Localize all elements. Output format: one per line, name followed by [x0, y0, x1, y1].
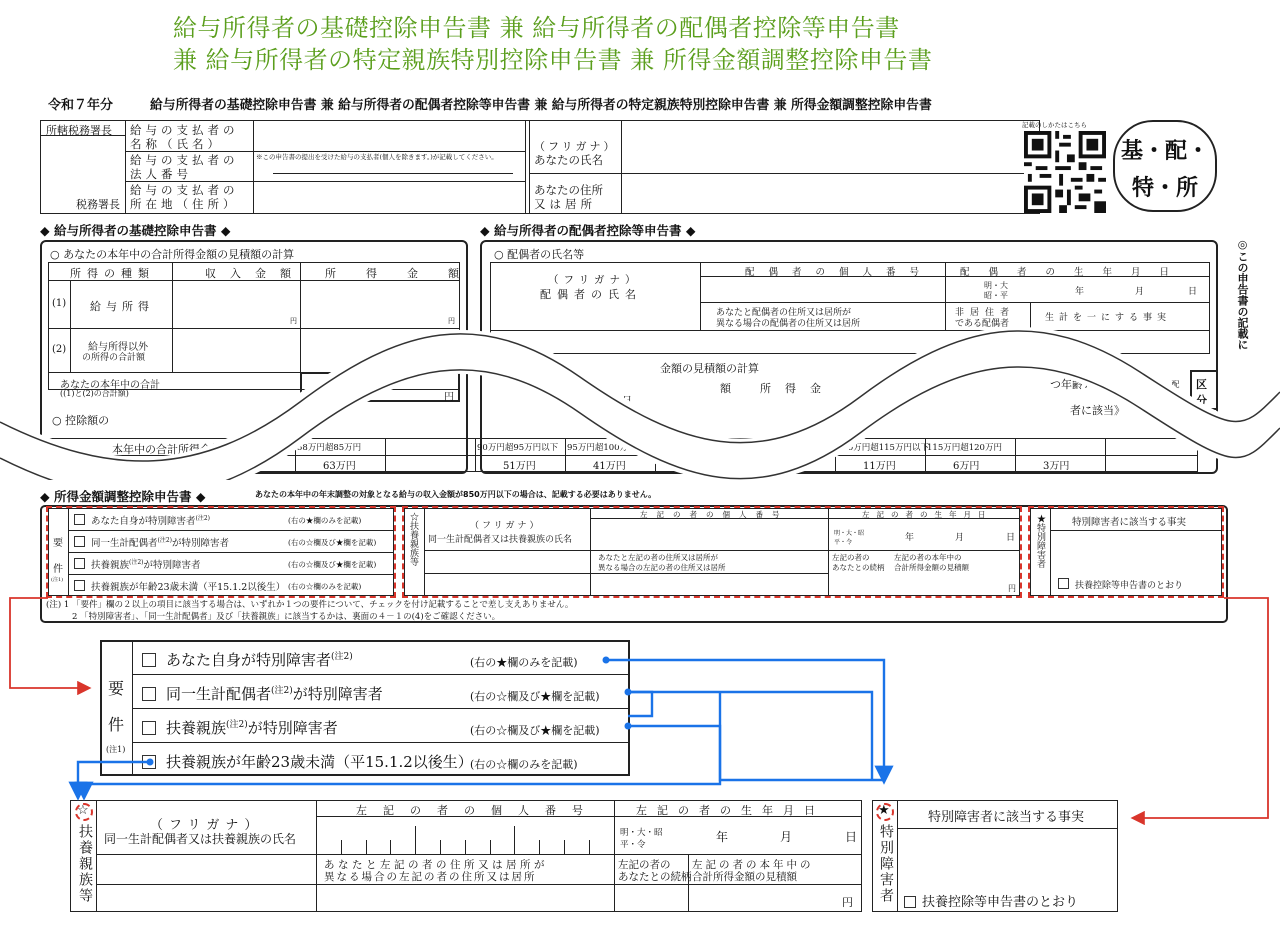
your-furigana-label: （フリガナ）	[534, 140, 618, 153]
your-addr-label-1: あなたの住所	[534, 183, 603, 197]
dep-small-day: 日	[1006, 533, 1016, 543]
spouse-era-2: 昭・平	[984, 291, 1008, 300]
spouse-calc-title: 金額の見積額の計算	[660, 362, 759, 375]
spouse-nonresident-2: である配偶者	[955, 319, 1010, 329]
basic-yen-2: 円	[448, 317, 455, 325]
strip-value-2: 51万円	[503, 461, 536, 472]
spouse-qualify: 者に該当》	[1070, 404, 1125, 417]
dep-zoom-mynumber: 左記の者の個人番号	[356, 804, 599, 817]
dep-small-rel-2: あなたとの続柄	[832, 563, 885, 572]
spouse-mynumber-label: 配偶者の個人番号	[745, 267, 934, 278]
payer-number-label-2: 法人番号	[130, 167, 192, 181]
req-small-4-note: (右の☆欄のみを記載)	[288, 582, 362, 591]
basic-col-type: 所得の種類	[70, 267, 155, 280]
form-full-title: 給与所得者の基礎控除申告書 兼 給与所得者の配偶者控除等申告書 兼 給与所得者の特定親族特別控除申告書 兼 所得金額調整控除申告書	[150, 98, 932, 113]
dep-small-birth: 左記の者の生年月日	[862, 510, 993, 519]
spouse-age70: つ年齢70歳以上	[1050, 378, 1130, 391]
kubun-label-2: 分	[1196, 394, 1207, 407]
dep-zoom-rel-1: 左記の者の	[618, 859, 671, 871]
basic-yen-1: 円	[290, 317, 297, 325]
spouse-col-income: 所得金	[760, 382, 835, 395]
strip-value-4: 31万円	[683, 461, 716, 472]
basic-section-title: ◆ 給与所得者の基礎控除申告書 ◆	[40, 223, 231, 238]
basic-row2-label-2: の所得の合計額	[82, 353, 146, 363]
dep-zoom-side: 扶養親族等	[77, 824, 93, 904]
req-small-youken-1: 要	[53, 538, 63, 549]
dep-zoom-inc-2: 合計所得金額の見積額	[692, 871, 797, 883]
spouse-addr-label-1: あなたと配偶者の住所又は居所が	[716, 308, 852, 318]
spouse-nonresident-1: 非居住者	[955, 308, 1016, 318]
footnote-2: 2 「特別障害者」、「同一生計配偶者」及び「扶養親族」に該当するかは、裏面の４－１の(4)をご確認ください。	[72, 612, 501, 622]
dep-zoom-star: ☆	[77, 803, 89, 818]
req-zoom-youken-1: 要	[108, 679, 125, 698]
spec-small-same[interactable]: 扶養控除等申告書のとおり	[1058, 578, 1183, 591]
dep-zoom-rel-2: あなたとの続柄	[618, 871, 692, 883]
strip-range-2: 90万円超95万円以下	[477, 443, 559, 453]
req-zoom-4[interactable]: 扶養親族が年齢23歳未満（平15.1.2以後生）	[142, 751, 473, 772]
dep-zoom-addr-1: あなたと左記の者の住所又は居所が	[324, 859, 548, 871]
strip-range-4: 100万	[657, 443, 682, 453]
tax-office-label: 税務署長	[76, 198, 120, 211]
dep-small-name: 同一生計配偶者又は扶養親族の氏名	[428, 535, 573, 545]
req-small-chu1: (注1)	[51, 577, 64, 583]
spouse-day-2: 日	[622, 396, 632, 407]
kubun-label-1: 区	[1196, 378, 1207, 391]
dep-small-rel-1: 左記の者の	[832, 553, 870, 562]
strip-head-1: 本年中の合計所得金額の見積額	[112, 443, 266, 456]
adjust-section-title: ◆ 所得金額調整控除申告書 ◆	[40, 489, 206, 504]
strip-range-6: 110万円超115万円以下	[837, 443, 929, 453]
badge-line1: 基・配・	[1120, 139, 1209, 164]
dep-small-era: 明・大・昭	[834, 530, 865, 537]
payer-name-label-1: 給与の支払者の	[130, 123, 239, 137]
page-title-line1: 給与所得者の基礎控除申告書 兼 給与所得者の配偶者控除等申告書	[173, 14, 900, 42]
spec-zoom-star: ★	[878, 803, 890, 818]
basic-calc-title: ○ あなたの本年中の合計所得金額の見積額の計算	[50, 248, 295, 261]
req-small-1-note: (右の★欄のみを記載)	[288, 516, 362, 525]
basic-row2-label-1: 給与所得以外	[88, 342, 148, 353]
spouse-living-label: 生計を一にする事実	[1045, 313, 1172, 323]
dep-small-era2: 平・令	[834, 539, 853, 546]
dep-zoom-day: 日	[845, 830, 858, 844]
req-zoom-2[interactable]: 同一生計配偶者$^{(注2)}$が特別障害者	[142, 683, 383, 704]
spouse-month: 月	[1135, 287, 1145, 297]
dep-small-mynumber: 左記の者の個人番号	[640, 510, 789, 519]
spouse-name-title: ○ 配偶者の氏名等	[494, 248, 585, 261]
spouse-name-label: 配偶者の氏名	[540, 288, 642, 301]
strip-range-5: 円超110万円以下	[747, 443, 815, 453]
spouse-col-amount: 額	[720, 382, 731, 395]
spouse-addr-label-2: 異なる場合の配偶者の住所又は居所	[716, 319, 861, 329]
dep-zoom-year: 年	[716, 830, 729, 844]
spouse-furigana-label: （フリガナ）	[548, 274, 641, 286]
strip-value-5: 21万円	[773, 461, 806, 472]
spec-small-fact: 特別障害者に該当する事実	[1072, 517, 1187, 528]
strip-value-8: 3万円	[1043, 461, 1070, 472]
page-title-line2: 兼 給与所得者の特定親族特別控除申告書 兼 所得金額調整控除申告書	[173, 46, 933, 74]
dep-small-side: ☆扶養親族等	[408, 512, 418, 566]
dep-small-addr-1: あなたと左記の者の住所又は居所が	[598, 553, 718, 562]
strip-value-3: 41万円	[593, 461, 626, 472]
req-small-youken-2: 件	[53, 564, 63, 575]
req-small-2-note: (右の☆欄及び★欄を記載)	[288, 538, 377, 547]
req-zoom-3[interactable]: 扶養親族$^{(注2)}$が特別障害者	[142, 717, 338, 738]
dep-small-inc-2: 合計所得金額の見積額	[894, 563, 969, 572]
dep-zoom-name: 同一生計配偶者又は扶養親族の氏名	[104, 832, 297, 846]
spouse-section-title: ◆ 給与所得者の配偶者控除等申告書 ◆	[480, 223, 696, 238]
basic-col-amount: 所得金額	[325, 267, 489, 280]
spouse-month-2: 月	[592, 396, 602, 407]
spouse-year: 年	[1075, 287, 1085, 297]
spec-zoom-same[interactable]: 扶養控除等申告書のとおり	[904, 891, 1078, 910]
dep-zoom-yen: 円	[842, 896, 853, 909]
your-name-label: あなたの氏名	[534, 153, 603, 167]
req-zoom-1[interactable]: あなた自身が特別障害者$^{(注2)}$	[142, 649, 353, 670]
payer-addr-label-2: 所在地（住所）	[130, 197, 239, 211]
dep-zoom-era2: 平・令	[620, 840, 646, 850]
req-small-3[interactable]: 扶養親族$^{(注2)}$が特別障害者	[74, 557, 201, 571]
req-small-4[interactable]: 扶養親族が年齢23歳未満（平15.1.2以後生）	[74, 579, 285, 593]
basic-yen-3: 円	[448, 361, 455, 369]
req-zoom-1-note: (右の★欄のみを記載)	[470, 656, 578, 669]
tax-office-chief-label: 所轄税務署長	[46, 124, 112, 137]
adjust-note: あなたの本年中の年末調整の対象となる給与の収入金額が850万円以下の場合は、記載する必要はありません。	[255, 490, 657, 499]
dep-small-month: 月	[955, 533, 965, 543]
basic-deduction-title: ○ 控除額の	[52, 414, 110, 427]
req-zoom-3-note: (右の☆欄及び★欄を記載)	[470, 724, 600, 737]
req-small-3-note: (右の☆欄及び★欄を記載)	[288, 560, 377, 569]
dep-small-furigana: （フリガナ）	[470, 521, 542, 531]
spec-zoom-side: 特別障害者	[878, 824, 894, 904]
dep-small-addr-2: 異なる場合の左記の者の住所又は居所	[598, 563, 726, 572]
payer-number-label-1: 給与の支払者の	[130, 153, 239, 167]
strip-head-2: 控除額	[155, 459, 188, 472]
strip-range-0: 58万円超85万円	[297, 443, 362, 453]
dep-zoom-era: 明・大・昭	[620, 828, 663, 838]
dep-zoom-addr-2: 異なる場合の左記の者の住所又は居所	[324, 871, 537, 883]
req-small-1[interactable]: あなた自身が特別障害者$^{(注2)}$	[74, 513, 210, 527]
footnote-1: (注) 1 「要件」欄の２以上の項目に該当する場合は、いずれか１つの要件について、チェックを付け記載することで差し支えありません。	[46, 600, 574, 610]
dep-small-inc-1: 左記の者の本年中の	[894, 553, 962, 562]
basic-total-yen: 円	[444, 392, 454, 403]
red-arrow-left	[10, 598, 88, 688]
side-instruction: ◎この申告書の記載に	[1236, 238, 1249, 350]
spouse-circle-1: (①)	[1142, 392, 1159, 403]
req-zoom-youken-2: 件	[108, 715, 125, 734]
basic-row1-no: (1)	[52, 298, 67, 309]
strip-range-7: 115万円超120万円	[927, 443, 1002, 453]
form-year: 令和７年分	[48, 98, 114, 113]
req-small-2[interactable]: 同一生計配偶者$^{(注2)}$が特別障害者	[74, 535, 229, 549]
req-zoom-2-note: (右の☆欄及び★欄を記載)	[470, 690, 600, 703]
dep-zoom-inc-1: 左記の者の本年中の	[692, 859, 814, 871]
spec-zoom-fact: 特別障害者に該当する事実	[928, 810, 1085, 825]
dep-zoom-furigana: （フリガナ）	[150, 818, 264, 833]
spouse-side-label: 配偶者控	[1171, 380, 1180, 412]
dep-zoom-birth: 左記の者の生年月日	[636, 804, 825, 817]
basic-total-label-1: あなたの本年中の合計	[60, 380, 160, 391]
spec-small-side: ★特別障害者	[1035, 514, 1045, 568]
strip-value-6: 11万円	[863, 461, 896, 472]
basic-col-income: 収入金額	[205, 267, 305, 280]
spouse-year-2: 年	[560, 396, 570, 407]
strip-value-7: 6万円	[953, 461, 980, 472]
badge-line2: 特・所	[1131, 176, 1198, 201]
payer-addr-label-1: 給与の支払者の	[130, 183, 239, 197]
spouse-era-1: 明・大	[984, 281, 1008, 290]
qr-caption: 記載のしかたはこちら	[1022, 121, 1087, 129]
strip-range-3: 95万円超100万円以下	[567, 443, 654, 453]
spouse-birth-label: 配偶者の生年月日	[960, 267, 1189, 278]
your-addr-label-2: 又は居所	[534, 197, 596, 211]
dep-small-yen: 円	[1008, 584, 1016, 593]
strip-value-0: 63万円	[323, 461, 356, 472]
spouse-day: 日	[1188, 287, 1198, 297]
basic-total-label-2: ((1)と(2)の合計額)	[60, 389, 129, 398]
dep-small-year: 年	[905, 533, 915, 543]
req-zoom-4-note: (右の☆欄のみを記載)	[470, 758, 578, 771]
red-arrow-right	[1134, 598, 1268, 818]
dep-zoom-month: 月	[780, 830, 793, 844]
payer-name-label-2: 名称（氏名）	[130, 137, 223, 151]
req-zoom-chu1: (注1)	[106, 745, 126, 754]
payer-number-note: ※この申告書の提出を受けた給与の支払者(個人を除きます。)が記載してください。	[256, 153, 498, 161]
basic-row2-no: (2)	[52, 344, 67, 355]
basic-row1-label: 給与所得	[90, 300, 154, 313]
